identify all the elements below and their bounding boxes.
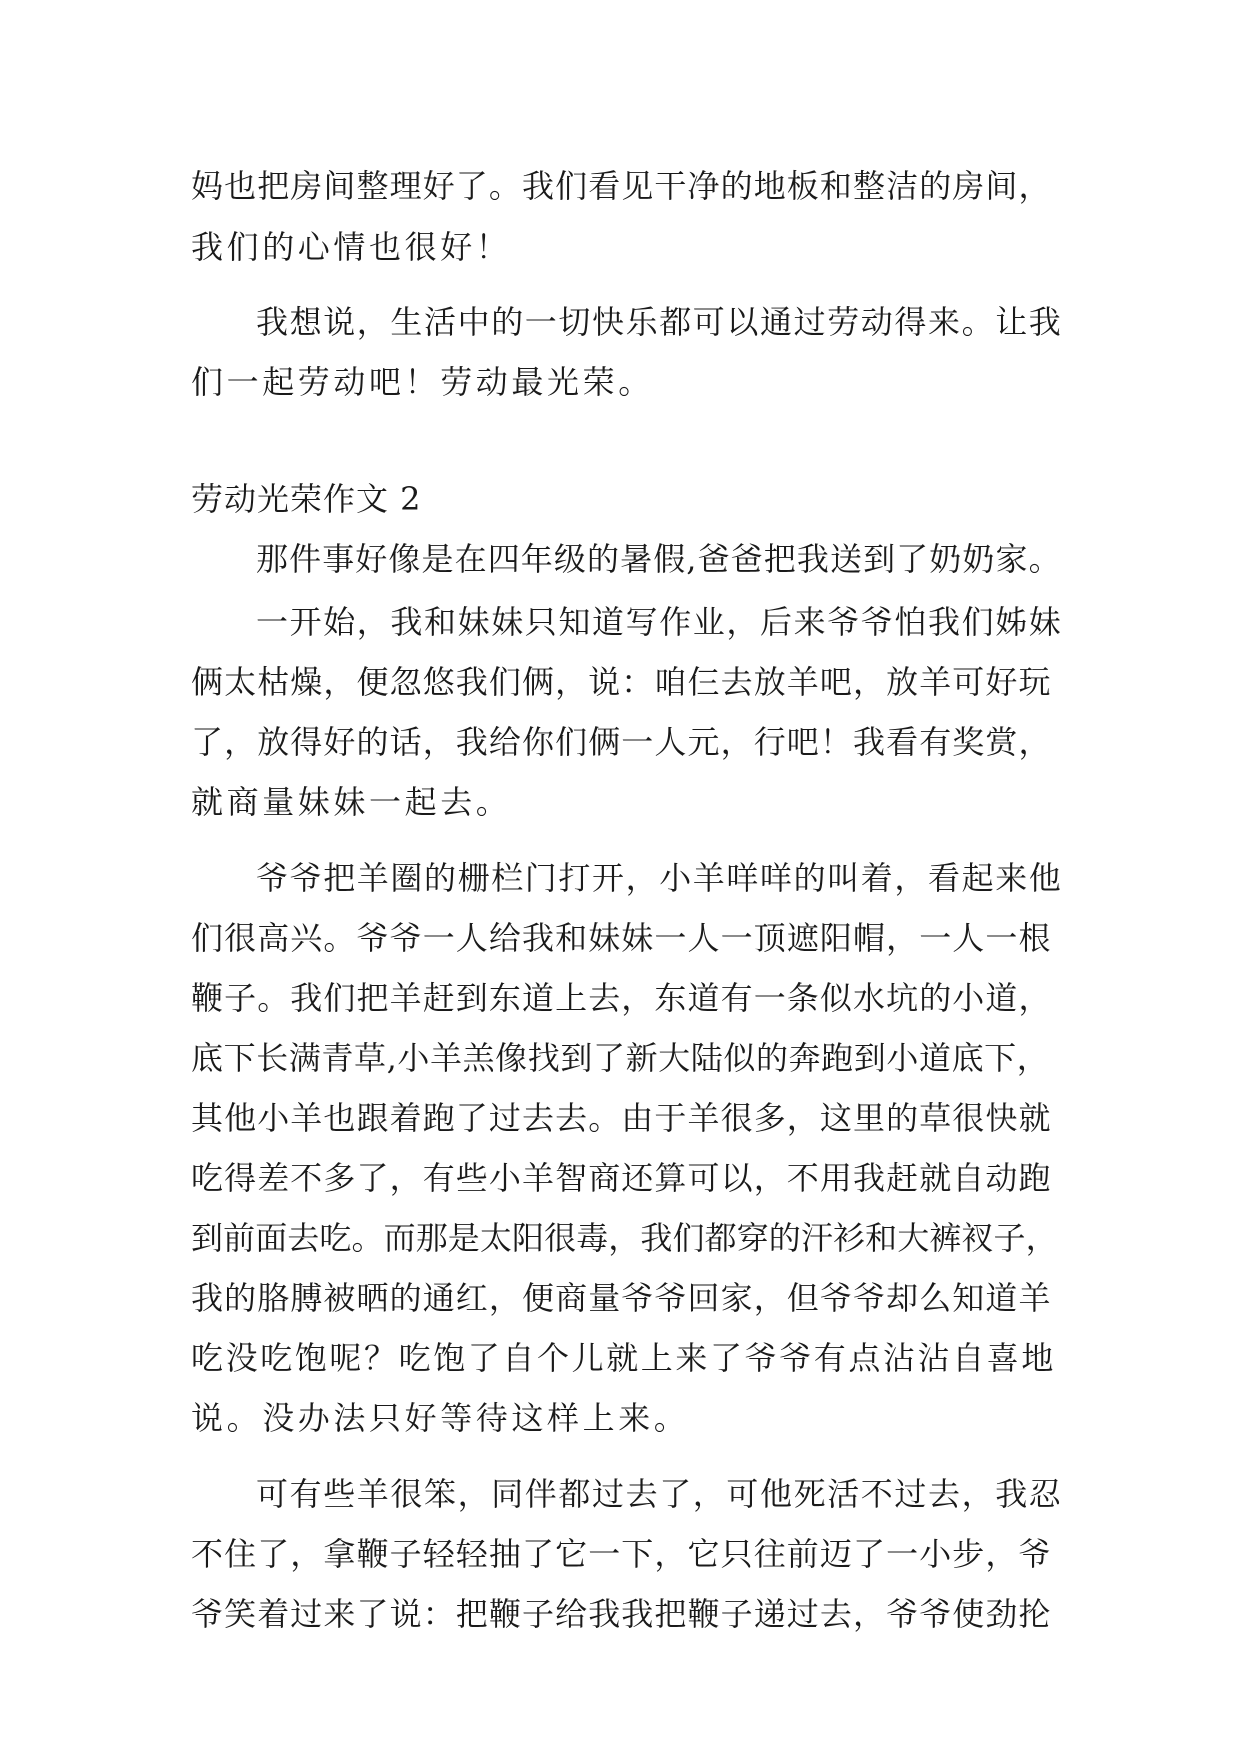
text-line: 就商量妹妹一起去。: [191, 783, 512, 821]
text-line: 吃得差不多了，有些小羊智商还算可以，不用我赶就自动跑: [191, 1159, 1052, 1197]
paragraph-start-line: 那件事好像是在四年级的暑假,爸爸把我送到了奶奶家。: [256, 540, 1062, 578]
text-line: 们一起劳动吧！劳动最光荣。: [191, 363, 654, 401]
text-line: 吃没吃饱呢？吃饱了自个儿就上来了爷爷有点沾沾自喜地: [191, 1339, 1057, 1377]
paragraph-start-line: 可有些羊很笨，同伴都过去了，可他死活不过去，我忍: [256, 1475, 1063, 1513]
text-line: 妈也把房间整理好了。我们看见干净的地板和整洁的房间，: [191, 167, 1052, 205]
paragraph-start-line: 一开始，我和妹妹只知道写作业，后来爷爷怕我们姊妹: [256, 603, 1063, 641]
paragraph-start-line: 爷爷把羊圈的栅栏门打开，小羊咩咩的叫着，看起来他: [256, 859, 1063, 897]
text-line: 们很高兴。爷爷一人给我和妹妹一人一顶遮阳帽，一人一根: [191, 919, 1052, 957]
text-line: 鞭子。我们把羊赶到东道上去，东道有一条似水坑的小道，: [191, 979, 1052, 1017]
text-line: 我们的心情也很好！: [191, 228, 512, 266]
text-line: 其他小羊也跟着跑了过去去。由于羊很多，这里的草很快就: [191, 1099, 1052, 1137]
text-line: 说。没办法只好等待这样上来。: [191, 1399, 690, 1437]
text-line: 到前面去吃。而那是太阳很毒，我们都穿的汗衫和大裤衩子，: [191, 1219, 1058, 1257]
text-line: 爷笑着过来了说：把鞭子给我我把鞭子递过去，爷爷使劲抡: [191, 1595, 1052, 1633]
section-heading: 劳动光荣作文 2: [191, 480, 422, 518]
text-line: 不住了，拿鞭子轻轻抽了它一下，它只往前迈了一小步，爷: [191, 1535, 1052, 1573]
paragraph-start-line: 我想说，生活中的一切快乐都可以通过劳动得来。让我: [256, 303, 1063, 341]
text-line: 底下长满青草,小羊羔像找到了新大陆似的奔跑到小道底下，: [191, 1039, 1050, 1077]
text-line: 了，放得好的话，我给你们俩一人元，行吧！我看有奖赏，: [191, 723, 1052, 761]
text-line: 俩太枯燥，便忽悠我们俩，说：咱仨去放羊吧，放羊可好玩: [191, 663, 1052, 701]
text-line: 我的胳膊被晒的通红，便商量爷爷回家，但爷爷却么知道羊: [191, 1279, 1052, 1317]
